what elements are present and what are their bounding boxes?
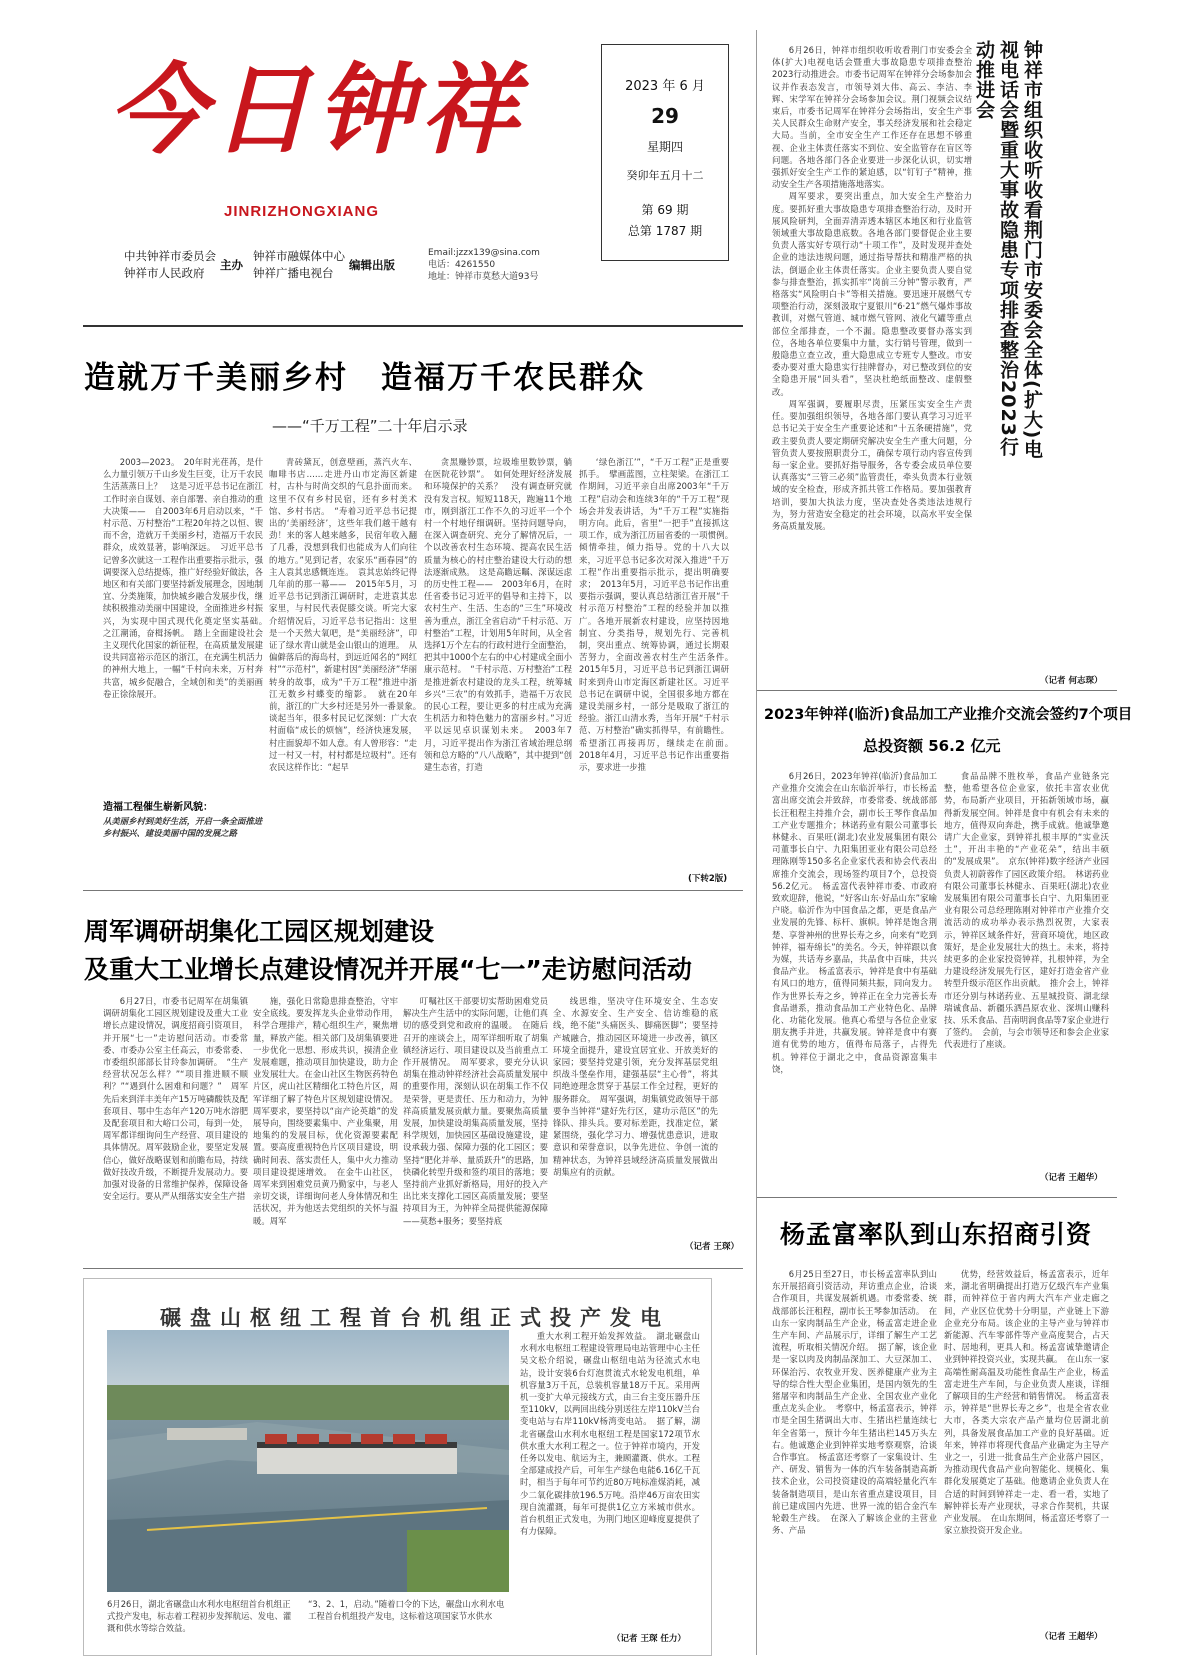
contact-address: 地址：钟祥市莫愁大道93号 (428, 272, 539, 282)
zhoujun-headline-line1: 周军调研胡集化工园区规划建设 (84, 917, 435, 946)
sponsor-tag: 主办 (220, 257, 243, 272)
contact-block (428, 247, 540, 283)
villages-column-1 (103, 456, 272, 794)
publisher-name: 钟祥市融媒体中心 (253, 249, 345, 263)
sponsor-block (124, 248, 405, 282)
zhoujun-column-3 (403, 995, 548, 1255)
dam-photo (107, 1330, 509, 1592)
villages-text: ‘绿色浙江’”，“千万工程”正是重要抓手。 擘画蓝图，立柱架梁。在浙江工作期间，习近平亲自出席2003年“千万工程”启动会和连续3年的“千万工程”现场会并发表讲话，为“千万工程”实施指明方向。此后，省里“一把手”直接抓这项工作，成为浙江历届省委的一项惯例。 倾情牵挂，倾力指导。党的十八大以来，习近平总书记多次对深入推进“千万工程”作出重要指示批示，提出明确要求； 2013年5月，习近平总书记作出重要指示强调，要认真总结浙江省开展“千村示范万村整治”工程的经验并加以推广。各地开展新农村建设，应坚持因地制宜、分类指导，规划先行、完善机制，突出重点、统筹协调，通过长期艰苦努力，全面改善农村生产生活条件。 2015年5月，习近平总书记到浙江调研时来到舟山市定海区新建社区。习近平总书记在调研中说，全国很多地方都在建设美丽乡村，一部分是吸取了浙江的经验。浙江山清水秀，当年开展“千村示范、万村整治”确实抓得早，有前瞻性。希望浙江再接再厉，继续走在前面。 2018年4月，习近平总书记作出重要指示，要求进一步推 (579, 457, 738, 773)
issue-number: 第 69 期 (641, 203, 689, 217)
yang-text: 6月25日至27日，市长杨孟富率队到山东开展招商引资活动，拜访重点企业，洽谈合作项目，共谋发展新机遇。市委常委、统战部部长汪租程，副市长王琴参加活动。 在山东一家肉制品生产企业，杨孟富走进企业生产车间、产品展示厅，详细了解生产工艺流程，听取相关情况介绍。 据了解，该企业是一家以肉及肉制品深加工、大豆深加工、环保治污、农牧业开发、医养健康产业为主导的综合性大型企业集团，是国内领先的生猪屠宰和肉制品生产企业、全国农业产业化重点龙头企业。 考察中，杨孟富表示，钟祥市是全国生猪调出大市、生猪出栏量连续七年全省第一，预计今年生猪出栏145万头左右。他诚邀企业到钟祥实地考察观察，洽谈合作事宜。 杨孟富还考察了一家集设计、生产、研发、销售为一体的汽车装备制造高新技术企业，公司投资建设的高端轻量化汽车装备制造项目，是山东省重点建设项目，目前已建成国内先进、世界一流的铝合金汽车轮毂生产线。 在深入了解该企业的主营业务、产品 (772, 1269, 937, 1536)
date-lunar: 癸卯年五月十二 (626, 169, 704, 182)
dam-photo-caption: 6月26日，湖北省碾盘山水利水电枢纽首台机组正式投产发电，标志着工程初步发挥航运、发电、灌溉和供水等综合效益。 (107, 1599, 292, 1633)
masthead-pinyin: JINRIZHONGXIANG (224, 203, 380, 220)
safety-para: 6月26日，钟祥市组织收听收看荆门市安委会全体(扩大)电视电话会暨重大事故隐患专项排查整治2023行动推进会。市委书记周军在钟祥分会场参加会议并作表态发言，市领导刘大伟、高云、李洁、李辉、宋学军在钟祥分会场参加会议。荆门视频会议结束后，市委书记周军在钟祥分会场指出，安全生产事关人民群众生命财产安全，事关经济发展和社会稳定大局。当前，全市安全生产工作还存在思想不够重视、企业主体责任落实不到位、安全监管存在盲区等问题。各地各部门各企业要进一步深化认识，切实增强抓好安全生产工作的紧迫感，以“钉钉子”精神，推动安全生产各项措施落地落实。 (772, 45, 972, 190)
dam-photo-illustration (107, 1330, 509, 1592)
yang-reporter: （记者 王超华） (1040, 1632, 1103, 1642)
zhoujun-column-1 (103, 995, 248, 1255)
zhoujun-text: 施，强化日常隐患排查整治，守牢安全底线。要发挥龙头企业带动作用，科学合理排产，精心组织生产，聚焦增量，释放产能。相关部门及胡集镇要进一步优化一思想、形成共识，摸清企业发展难题，推动项目加快建设，助力企业发展壮大。在金山社区生物医药特色片区，虎山社区精细化工特色片区，周军详细了解了特色片区规划建设情况。周军要求，要坚持以“亩产论英雄”的发展导向，围绕要素集中、产业集聚，用地集约的发展目标，优化资源要素配置。要高度重视特色片区项目建设，明确时间表、落实责任人，集中火力推动项目建设提速增效。 在金牛山社区，周军来到困难党员黄乃勤家中，与老人亲切交谈，详细询问老人身体情况和生活状况，并为他送去党组织的关怀与温暖。周军 (253, 996, 398, 1226)
zhoujun-column-4 (553, 995, 718, 1225)
yang-column-1 (772, 1268, 937, 1648)
food-column-1 (772, 770, 937, 1175)
food-text: 食品品牌不胜枚举，食品产业链条完整，他希望各位企业家，依托丰富农业优势，布局新产业项目，开拓新领域市场，赢得新发展空间。钟祥是食中有机会有未来的地方，值得双向奔赴，携手成就。他诚挚邀请广大企业家，到钟祥扎根丰厚的“实业沃土”，开出丰艳的“产业花朵”，结出丰硕的“发展成果”。 京东(钟祥)数字经济产业园负责人初蔚蓉作了园区政策介绍。 林诺药业有限公司董事长林健永、百果旺(湖北)农业发展集团有限公司董事长白宁、九阳集团亚业有限公司总经理陈刚对钟祥市产业推介交流活动的成功举办表示热烈祝贺，大家表示，钟祥区域条件好，营商环境优，地区政策好，是企业发展壮大的热土。未来，将持续更多的企业家投资钟祥，扎根钟祥，为全力建设经济发展先行区，建好打造金省产业转型升级示范区作出贡献。 推介会上，钟祥市还分别与林诺药业、五星城投资、湖北绿瑞诚食品、新疆乐洒昌原农业、深圳山赚科技、乐禾食品、莒南明润食品等7家企业进行了签约。 会前，与会市领导还和参会企业家代表进行了座谈。 (944, 771, 1109, 1050)
section-divider (83, 890, 743, 891)
villages-summary-title: 造福工程催生崭新风貌： (103, 802, 213, 813)
villages-column-4 (579, 456, 738, 871)
contact-email: Email:jzzx139@sina.com (428, 248, 540, 258)
publisher-name: 钟祥广播电视台 (253, 266, 334, 280)
publisher-tag: 编辑出版 (349, 257, 395, 272)
section-divider (83, 325, 743, 327)
safety-reporter: （记者 何志琛） (1040, 676, 1103, 686)
villages-text: 青砖黛瓦，创意壁画，蒸汽火车、咖啡书店……走进丹山市定海区新建村，古朴与时尚交织的气息扑面而来。这里不仅有乡村民宿，还有乡村美术馆、乡村书店。 “寿着习近平总书记提出的‘美丽经济’，这些年我们越干越有劲！来的客人越来越多，民宿年收入翻了几番，没想到我们也能成为人们向往的地方。”见到记者，农家乐“画春园”的主人袁其忠感慨连连。 袁其忠始终记得几年前的那一幕—— 2015年5月，习近平总书记到浙江调研时，走进袁其忠家里，与村民代表促膝交谈。听完大家介绍情况后，习近平总书记指出：这里是一个天然大氧吧，是“美丽经济”，印证了绿水青山就是金山银山的道理。 从偏僻落后的海岛村，到远近闻名的“网红村”“示范村”，新建村因“美丽经济”华丽转身的故事，成为“千万工程”推进中浙江无数乡村蝶变的缩影。 就在20年前，浙江的广大乡村还是另外一番景象。 谈起当年，很多村民记忆深刻：广大农村面临“成长的烦恼”，经济快速发展，村庄面貌却不如人意。有人曾形容：“走过一村又一村，村村都是垃圾村”。还有农民这样作比：“起早 (269, 457, 426, 773)
issue-total: 总第 1787 期 (627, 224, 703, 238)
zhoujun-text: 6月27日，市委书记周军在胡集镇调研胡集化工园区规划建设及重大工业增长点建设情况，调度招商引资项目，并开展“七一”走访慰问活动。市委常委、市委办公室主任高云，市委常委、市委组织部部长甘玲参加调研。 “生产经营状况怎么样？”“项目推进顺不顺利？”“遇到什么困难和问题？” 周军先后来到洋丰美年产15万吨磷酸铁及配套项目、鄂中生态年产120万吨水溶肥及配套项目和大峪口公司，每到一处，周军都详细询问生产经营、项目建设的具体情况。周军鼓励企业，要坚定发展信心，做好战略谋划和前瞻布局，持续做好技改升级，不断提升发展动力。要加强对设备的日常维护保养，保障设备安全运行。要从严从细落实安全生产措 (103, 996, 248, 1202)
zhoujun-column-2 (253, 995, 398, 1255)
zhoujun-reporter: （记者 王琛） (685, 1242, 739, 1252)
date-weekday: 星期四 (646, 140, 683, 154)
food-headline: 2023年钟祥(临沂)食品加工产业推介交流会签约7个项目 (764, 707, 1133, 723)
section-divider (83, 1268, 743, 1269)
food-reporter: （记者 王超华） (1040, 1173, 1103, 1183)
yang-column-2 (944, 1268, 1109, 1623)
section-divider (757, 1197, 1117, 1198)
zhoujun-text: 线思维，坚决守住环境安全、生态安全、水源安全、生产安全、信访维稳的底线，绝不能“头痛医头、脚痛医脚”；要坚持产城融合，推动园区环境进一步改善，镇区环境全面提升，建设宜居宜业、开放美好的家园；要坚持党建引领，充分发挥基层党组织战斗堡垒作用，建强基层“主心骨”，将其同绝迹理念贯穿于基层工作全过程，更好的服务群众。 周军强调，胡集镇党政领导干部要争当钟祥“建好先行区，建功示范区”的先锋队、排头兵。要对标差距，找准定位，紧紧围绕，强化学习力、增强忧患意识，进取意识和荣誉意识，以争先进位、争创一流的精神状态，为钟祥县域经济高质量发展做出胡集应有的贡献。 (553, 996, 718, 1177)
safety-para: 周军强调，要履职尽责，压紧压实安全生产责任。要加强组织领导，各地各部门要认真学习习近平总书记关于安全生产重要论述和“十五条硬措施”，党政主要负责人要定期研究解决安全生产重大问题，分管负责人要按照职责分工，确保专项行动内容宣传到每一家企业。要抓好指导服务，各专委会成员单位要认真落实“三管三必须”监管责任，牵头负责本行业领域的安全检查，形成齐抓共管工作格局。要加强教育培训，要加大执法力度，坚决查处各类违法违规行为，努力营造安全稳定的社会环境，以高水平安全保务高质量发展。 (772, 398, 972, 531)
villages-text: 2003—2023。 20年时光荏苒，是什么力量引领万千山乡发生巨变，让万千农民生活蒸蒸日上？ 这是习近平总书记在浙江工作时亲自谋划、亲自部署、亲自推动的重大决策—— 自2003年6月启动以来，“千村示范、万村整治”工程20年持之以恒、锲而不舍，造就万千美丽乡村，造福万千农民群众，成效显著，影响深远。 习近平总书记曾多次就这一工程作出重要指示批示，强调要深入总结提炼，推广好经验好做法，各地区和有关部门要坚持新发展理念，因地制宜、分类施策，加快城乡融合发展步伐，继续积极推动美丽中国建设，全面推进乡村振兴，为实现中国式现代化奠定坚实基础。 之江潮涌，奋楫扬帆。 踏上全面建设社会主义现代化国家的新征程，在高质量发展建设共同富裕示范区的浙江，在充满生机活力的神州大地上，一幅“千村向未来，万村奔共富，城乡促融合，全域创和美”的美丽画卷正徐徐展开。 (103, 457, 272, 699)
villages-column-2 (269, 456, 426, 884)
food-subtitle: 总投资额 56.2 亿元 (863, 737, 1001, 755)
column-divider (756, 30, 757, 1655)
safety-para: 周军要求，要突出重点，加大安全生产整治力度。要抓好重大事故隐患专项排查整治行动，及时开展风险研判，全面弄清弄透本辖区本地区和行业监管领域重大事故隐患底数。各地各部门要督促企业主要负责人落实好专项行动“十项工作”，及时发现并查处企业的违法违规问题，通过指导帮扶和精准严格的执法，倒逼企业主体责任落实。企业主要负责人要自觉参与排查整治，抓实抓牢“岗前三分钟”警示教育，严格落实“风险明白卡”等相关措施。要迅速开展燃气专项整治行动，深刻汲取宁夏银川“6·21”燃气爆炸事故教训，对燃气管道、城市燃气管网、液化气罐等重点部位全部排查，一个不漏。隐患整改要督办落实到位，各地各单位要集中力量，实行销号管理，做到一般隐患立查立改，重大隐患成立专班专人整改。市安委办要对重大隐患实行挂牌督办，对已整改到位的安全隐患开展“回头看”，坚决杜绝纸面整改、虚假整改。 (772, 191, 972, 397)
villages-continued: (下转2版) (688, 874, 728, 884)
yang-text: 优势，经营效益后，杨孟富表示，近年来，湖北省明确提出打造万亿级汽车产业集群，而钟祥位于省内两大汽车产业走廊之间，产业区位优势十分明显，产业链上下游企业充分布局。该企业的主导产业与钟祥市新能源、汽车零部件等产业高度契合，占天时、居地利，更具人和。杨孟富诚挚邀请企业到钟祥投资兴业，实现共赢。 在山东一家高端性耐高温及功能性食品生产企业，杨孟富走进生产车间，与企业负责人座谈，详细了解项目的生产经营和销售情况。 杨孟富表示，钟祥是“世界长寿之乡”，也是全省农业大市，各类大宗农产品产量均位居湖北前列，具备发展食品加工产业的良好基础。近年来，钟祥市将现代食品产业确定为主导产业之一，引进一批食品生产企业落户园区，为推动现代食品产业向智能化、规模化、集群化发展奠定了基础。他邀请企业负责人在合适的时间到钟祥走一走、看一看，实地了解钟祥长寿产业现状，寻求合作契机，共谋产业发展。 在山东期间，杨孟富还考察了一家立旅投资开发企业。 (944, 1269, 1109, 1536)
villages-headline: 造就万千美丽乡村 造福万千农民群众 (84, 360, 645, 396)
yang-headline: 杨孟富率队到山东招商引资 (780, 1220, 1093, 1249)
safety-headline: 钟祥市组织收听收看荆门市安委会全体(扩大)电视电话会暨重大事故隐患专项排查整治2023行动推进会 (973, 40, 1043, 460)
dam-headline: 碾盘山枢纽工程首台机组正式投产发电 (160, 1305, 670, 1330)
safety-column (772, 44, 972, 669)
dam-text-under-photo: “3、2、1，启动。”随着口令的下达，碾盘山水利水电工程首台机组投产发电，这标着这项国家节水供水 (308, 1599, 505, 1621)
date-year-month: 2023 年 6 月 (625, 79, 705, 94)
dam-reporter: （记者 王琛 任力） (612, 1634, 686, 1644)
villages-column-3 (424, 456, 572, 884)
section-divider (757, 690, 1117, 691)
villages-text: 贪黑赚钞票，垃圾堆里数钞票，躺在医院花钞票”。 如何处理好经济发展和环境保护的关系？ 没有调查研究就没有发言权。短短118天，跑遍11个地市，刚到浙江工作不久的习近平一个个村一个村地仔细调研。坚持问题导向，在深入调查研究、充分了解情况后，一个以改善农村生态环境、提高农民生活质量为核心的村庄整治建设大行动的想法逐渐成熟。 这是高瞻远瞩、深谋远虑的历史性工程—— 2003年6月，在时任省委书记习近平的倡导和主持下，以农村生产、生活、生态的“三生”环境改善为重点，浙江全省启动“千村示范、万村整治”工程，计划用5年时间，从全省选择1万个左右的行政村进行全面整治，把其中1000个左右的中心村建成全面小康示范村。 “千村示范、万村整治”工程是推进新农村建设的龙头工程，统筹城乡兴“三农”的有效抓手，造福千万农民的民心工程，要让更多的村庄成为充满生机活力和特色魅力的富丽乡村。”习近平以远见卓识谋划未来。 2003年7月，习近平提出作为浙江省域治理总纲领和总方略的“八八战略”，其中提到“创建生态省，打造 (424, 457, 572, 773)
sponsor-name: 中共钟祥市委员会 (124, 249, 216, 263)
sponsor-name: 钟祥市人民政府 (124, 266, 205, 280)
food-text: 6月26日，2023年钟祥(临沂)食品加工产业推介交流会在山东临沂举行，市长杨孟富出席交流会并致辞，市委常委、统战部部长汪租程主持推介会，副市长王琴作食品加工产业专题推介；林诺药业有限公司董事长林健永、百果旺(湖北)农业发展集团有限公司董事长白宁、九阳集团亚业有限公司总经理陈刚等150多名企业家代表和协会代表出席推介交流会，现场签约项目7个，总投资56.2亿元。 杨孟富代表钟祥市委、市政府致欢迎辞，他说，“好客山东·好品山东”家喻户晓。临沂作为中国食品之都，更是食品产业发展的先锋、标杆、旗帜。钟祥是饱含荆楚、享誉神州的世界长寿之乡，向来有“吃到钟祥，福寿绵长”的美名。今天，钟祥跟以食为媒，共话寿乡嘉品，共品食中百味，共兴食品产业。 杨孟富表示，钟祥是食中有基础有风口的地方，值得同频共振，同向发力。作为世界长寿之乡，钟祥正在全力完善长寿食品谱系，推动食品加工产业特色化、品牌化、功能化发展。他真心希望与各位企业家朋友携手并进，共赢发展。钟祥是食中有赛道有优势的地方，值得布局落子，占得先机。钟祥位于湖北之中，食品资源富集丰饶， (772, 771, 937, 1074)
date-box (601, 44, 729, 261)
date-day: 29 (651, 104, 679, 128)
villages-subtitle: ——“千万工程”二十年启示录 (272, 417, 468, 435)
dam-text: 重大水利工程开始发挥效益。 湖北碾盘山水利水电枢纽工程建设管理局电站管理中心主任吴文松介绍说，碾盘山枢纽电站为径流式水电站，设计安装6台灯泡贯流式水轮发电机组，单机容量3万千瓦，总装机容量18万千瓦。采用两机一变扩大单元接线方式，由三台主变压器升压至110kV，以两回出线分别送往左岸110kV兰台变电站与右岸110kV杨湾变电站。 据了解，湖北省碾盘山水利水电枢纽工程是国家172项节水供水重大水利工程之一。位于钟祥市境内，开发任务以发电、航运为主，兼顾灌溉、供水。工程全部建成投产后，可年生产绿色电能6.16亿千瓦时，相当于每年可节约近80万吨标准煤消耗，减少二氧化碳排放196.5万吨。沿岸46万亩农田实现自流灌溉，每年可提供1亿立方米城市供水。首台机组正式发电，为荆门地区迎峰度夏提供了有力保障。 (520, 1331, 700, 1537)
zhoujun-headline-line2: 及重大工业增长点建设情况并开展“七一”走访慰问活动 (84, 955, 692, 984)
masthead-title: 今日钟祥 (108, 53, 525, 168)
zhoujun-text: 叮嘱社区干部要切实帮助困难党员解决生产生活中的实际问题，让他们真切的感受到党和政府的温暖。 在随后召开的座谈会上，周军详细听取了胡集镇经济运行、项目建设以及当前重点工作开展情况。 周军要求，要充分认识胡集在推动钟祥经济社会高质量发展中的重要作用，深刻认识在胡集工作不仅是荣誉，更是责任、压力和动力，为钟祥高质量发展贡献力量。要聚焦高质量发展，加快建设胡集高质量发展，坚持科学规划，加快园区基础设施建设，建设承载力强、保障力强的化工园区；要坚持“肥化并举、量质跃升”的思路，加快磷化转型升级和签约项目的落地；要坚持前产业抓好新格局，用好的投入产出比来支撑化工园区高质量发展；要坚持项目为王，为钟祥全局提供能源保障——莫愁+服务；要坚持底 (403, 996, 548, 1226)
villages-summary-body: 从美丽乡村到美好生活，开启一条全面推进乡村振兴、建设美丽中国的发展之路 (103, 816, 263, 838)
contact-phone: 电话：4261550 (428, 260, 496, 270)
food-column-2 (944, 770, 1109, 1165)
villages-summary (103, 798, 263, 839)
dam-column-right (520, 1330, 700, 1626)
